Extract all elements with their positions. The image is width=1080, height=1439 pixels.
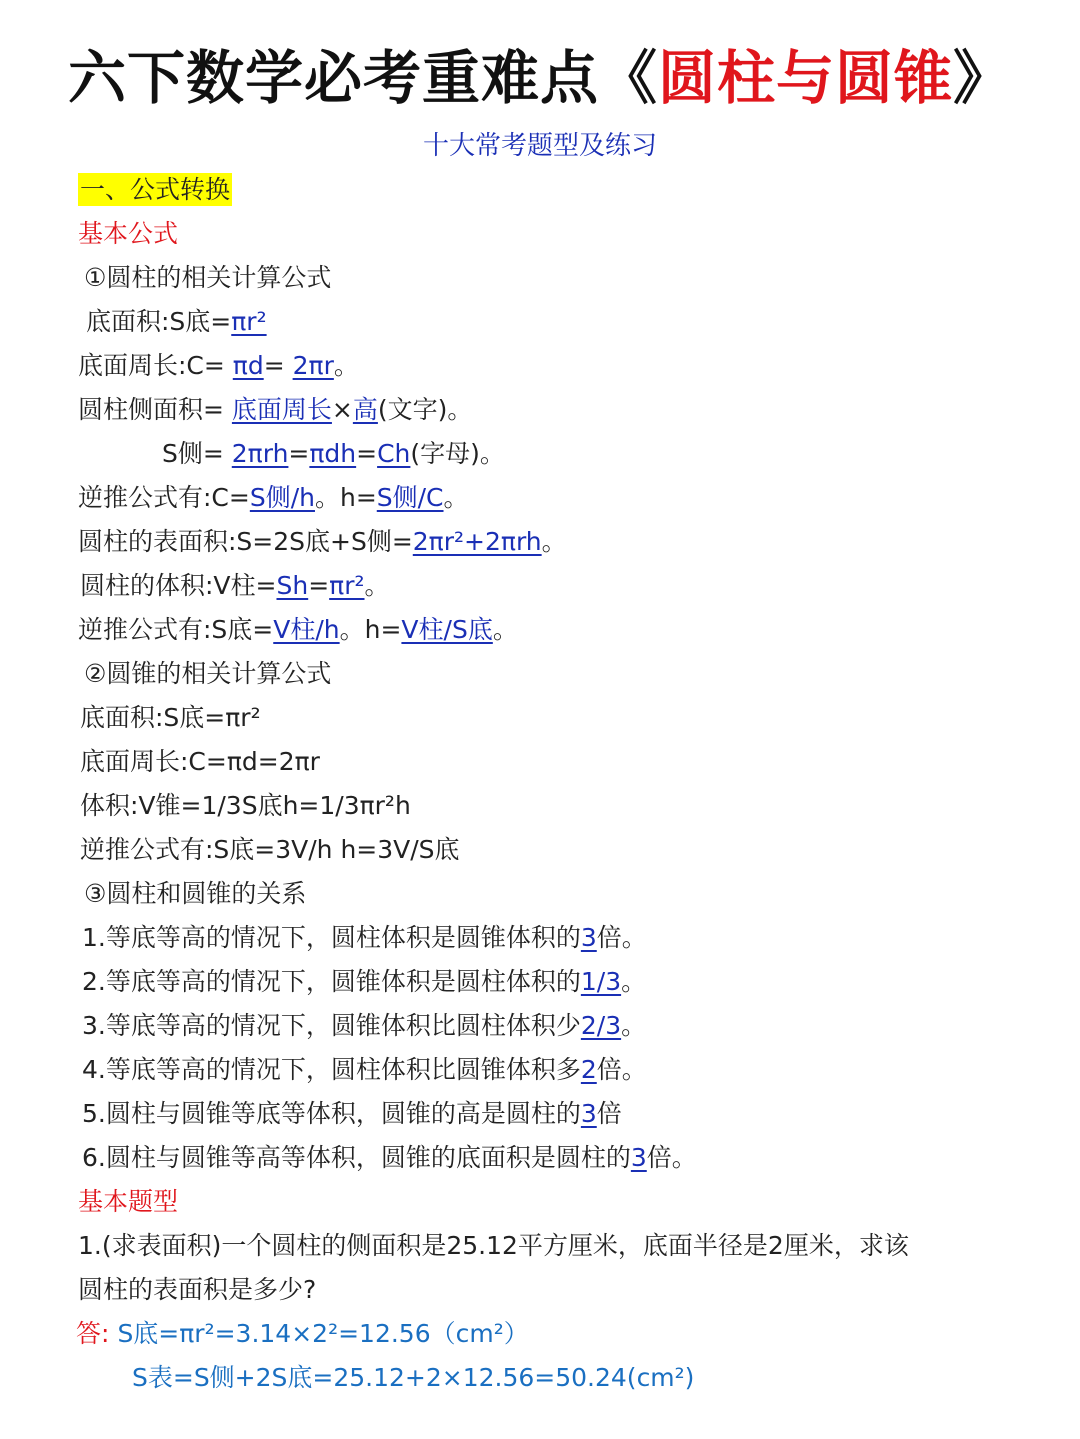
relation-item: 4.等底等高的情况下，圆柱体积比圆锥体积多2倍。 (82, 1055, 647, 1084)
cone-heading: ②圆锥的相关计算公式 (84, 659, 332, 688)
subheading-basic-formula: 基本公式 (78, 219, 179, 248)
question-1-line-1: 1.(求表面积)一个圆柱的侧面积是25.12平方厘米，底面半径是2厘米，求该 (78, 1231, 909, 1260)
section-heading-formula: 一、公式转换 (80, 175, 231, 204)
cylinder-base-perimeter: 底面周长:C= πd= 2πr。 (78, 351, 359, 380)
cylinder-inverse-formula: 逆推公式有:C=S侧/h。h=S侧/C。 (78, 483, 469, 512)
cylinder-heading: ①圆柱的相关计算公式 (84, 263, 332, 292)
answer-line-1: 答: S底=πr²=3.14×2²=12.56（cm²） (76, 1319, 529, 1348)
cylinder-volume: 圆柱的体积:V柱=Sh=πr²。 (80, 571, 390, 600)
page-subtitle: 十大常考题型及练习 (422, 131, 657, 161)
relation-item: 5.圆柱与圆锥等底等体积，圆锥的高是圆柱的3倍 (82, 1099, 622, 1128)
cylinder-volume-inverse: 逆推公式有:S底=V柱/h。h=V柱/S底。 (78, 615, 518, 644)
cone-base-area: 底面积:S底=πr² (80, 703, 261, 732)
cone-inverse-formula: 逆推公式有:S底=3V/h h=3V/S底 (80, 835, 460, 864)
question-1-line-2: 圆柱的表面积是多少? (78, 1275, 317, 1304)
relation-item: 1.等底等高的情况下，圆柱体积是圆锥体积的3倍。 (82, 923, 647, 952)
page-title: 六下数学必考重难点《圆柱与圆锥》 (67, 44, 1013, 112)
cylinder-lateral-area-text: 圆柱侧面积= 底面周长×高(文字)。 (78, 395, 473, 424)
relation-heading: ③圆柱和圆锥的关系 (84, 879, 307, 908)
cone-base-perimeter: 底面周长:C=πd=2πr (80, 747, 320, 776)
answer-line-2: S表=S侧+2S底=25.12+2×12.56=50.24(cm²) (132, 1363, 695, 1392)
relation-item: 3.等底等高的情况下，圆锥体积比圆柱体积少2/3。 (82, 1011, 647, 1040)
relation-item: 2.等底等高的情况下，圆锥体积是圆柱体积的1/3。 (82, 967, 647, 996)
cone-volume: 体积:V锥=1/3S底h=1/3πr²h (80, 791, 411, 820)
subheading-basic-questions: 基本题型 (78, 1187, 179, 1216)
cylinder-base-area: 底面积:S底=πr² (86, 307, 267, 336)
cylinder-surface-area: 圆柱的表面积:S=2S底+S侧=2πr²+2πrh。 (78, 527, 567, 556)
relation-item: 6.圆柱与圆锥等高等体积，圆锥的底面积是圆柱的3倍。 (82, 1143, 697, 1172)
answer-label: 答: (76, 1319, 110, 1348)
cylinder-lateral-area-letters: S侧= 2πrh=πdh=Ch(字母)。 (162, 439, 505, 468)
